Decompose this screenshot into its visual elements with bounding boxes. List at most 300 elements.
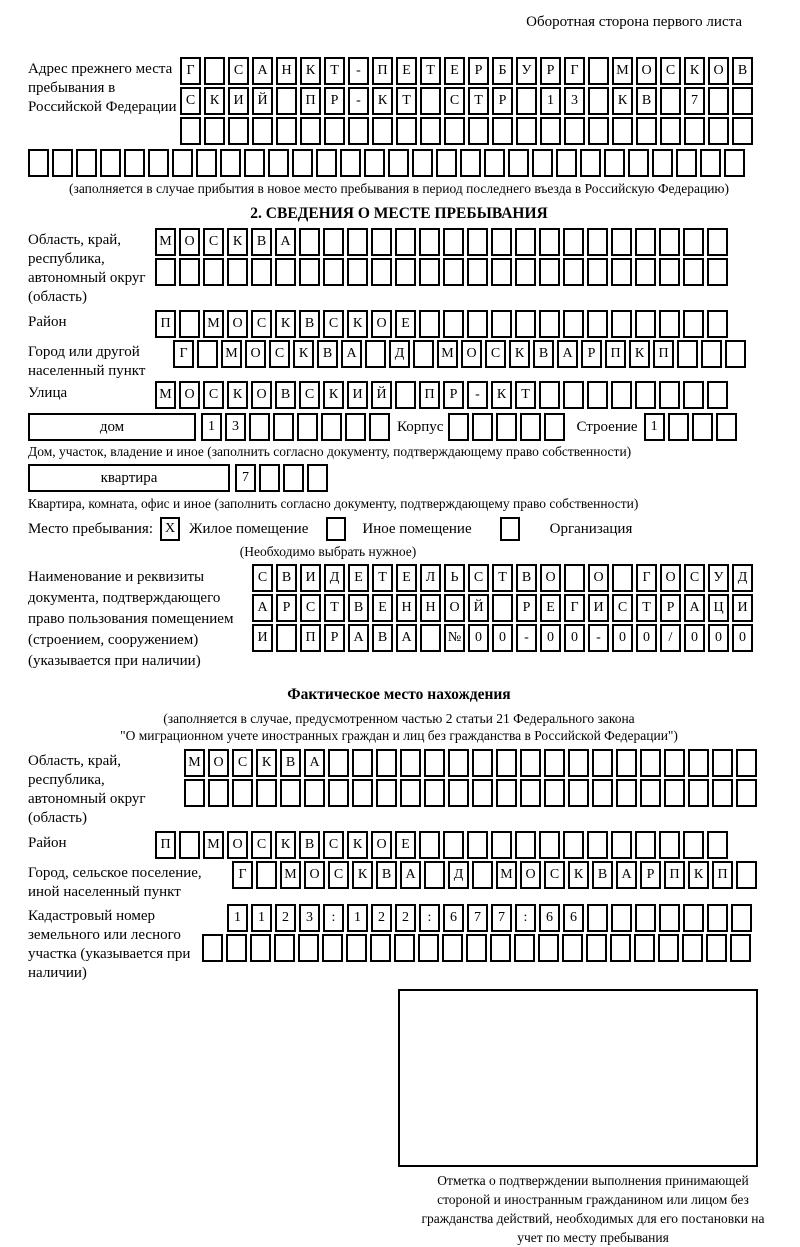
char-box[interactable]: № (444, 624, 465, 652)
char-box[interactable]: К (372, 87, 393, 115)
char-box[interactable]: : (419, 904, 440, 932)
char-box[interactable]: М (203, 310, 224, 338)
char-box[interactable]: В (317, 340, 338, 368)
char-box[interactable] (467, 258, 488, 286)
char-box[interactable] (467, 310, 488, 338)
char-box[interactable] (249, 413, 270, 441)
char-box[interactable]: С (544, 861, 565, 889)
char-box[interactable]: 1 (227, 904, 248, 932)
char-box[interactable]: Р (324, 87, 345, 115)
char-box[interactable] (539, 228, 560, 256)
char-box[interactable] (340, 149, 361, 177)
char-box[interactable] (394, 934, 415, 962)
char-box[interactable]: У (516, 57, 537, 85)
char-box[interactable] (683, 228, 704, 256)
char-box[interactable] (396, 117, 417, 145)
char-box[interactable] (276, 87, 297, 115)
char-box[interactable] (467, 831, 488, 859)
char-box[interactable] (244, 149, 265, 177)
char-box[interactable] (520, 413, 541, 441)
char-box[interactable] (259, 464, 280, 492)
char-box[interactable] (736, 861, 757, 889)
char-box[interactable]: 7 (684, 87, 705, 115)
char-box[interactable] (677, 340, 698, 368)
char-box[interactable]: В (516, 564, 537, 592)
char-box[interactable] (148, 149, 169, 177)
char-box[interactable]: 0 (540, 624, 561, 652)
char-box[interactable] (376, 749, 397, 777)
char-box[interactable]: С (203, 381, 224, 409)
char-box[interactable] (283, 464, 304, 492)
char-box[interactable] (496, 779, 517, 807)
char-box[interactable]: В (251, 228, 272, 256)
char-box[interactable] (612, 117, 633, 145)
char-box[interactable]: А (304, 749, 325, 777)
char-box[interactable]: 0 (708, 624, 729, 652)
char-box[interactable] (610, 934, 631, 962)
char-box[interactable] (172, 149, 193, 177)
char-box[interactable]: В (636, 87, 657, 115)
char-box[interactable]: 0 (636, 624, 657, 652)
char-box[interactable] (716, 413, 737, 441)
char-box[interactable] (683, 831, 704, 859)
char-box[interactable]: В (276, 564, 297, 592)
char-box[interactable]: С (251, 831, 272, 859)
char-box[interactable] (514, 934, 535, 962)
char-box[interactable] (587, 258, 608, 286)
char-box[interactable] (725, 340, 746, 368)
char-box[interactable] (299, 228, 320, 256)
char-box[interactable] (539, 258, 560, 286)
char-box[interactable] (682, 934, 703, 962)
char-box[interactable]: А (400, 861, 421, 889)
char-box[interactable]: А (348, 624, 369, 652)
char-box[interactable] (660, 117, 681, 145)
char-box[interactable] (660, 87, 681, 115)
char-box[interactable]: О (660, 564, 681, 592)
char-box[interactable] (659, 381, 680, 409)
char-box[interactable]: Т (636, 594, 657, 622)
char-box[interactable] (658, 934, 679, 962)
char-box[interactable] (274, 934, 295, 962)
char-box[interactable]: М (437, 340, 458, 368)
char-box[interactable] (668, 413, 689, 441)
char-box[interactable]: - (467, 381, 488, 409)
char-box[interactable] (124, 149, 145, 177)
char-box[interactable] (604, 149, 625, 177)
checkbox-organizatsiya[interactable] (500, 517, 520, 541)
char-box[interactable] (419, 310, 440, 338)
char-box[interactable] (179, 831, 200, 859)
char-box[interactable] (460, 149, 481, 177)
char-box[interactable] (707, 381, 728, 409)
char-box[interactable]: П (300, 624, 321, 652)
char-box[interactable] (352, 779, 373, 807)
char-box[interactable] (588, 117, 609, 145)
char-box[interactable] (226, 934, 247, 962)
char-box[interactable] (292, 149, 313, 177)
char-box[interactable] (467, 228, 488, 256)
char-box[interactable] (316, 149, 337, 177)
char-box[interactable]: В (275, 381, 296, 409)
char-box[interactable]: С (299, 381, 320, 409)
char-box[interactable] (611, 904, 632, 932)
char-box[interactable] (676, 149, 697, 177)
char-box[interactable] (652, 149, 673, 177)
char-box[interactable] (730, 934, 751, 962)
char-box[interactable]: О (461, 340, 482, 368)
char-box[interactable]: Р (540, 57, 561, 85)
char-box[interactable]: М (155, 381, 176, 409)
char-box[interactable] (516, 87, 537, 115)
char-box[interactable] (324, 117, 345, 145)
char-box[interactable] (520, 779, 541, 807)
char-box[interactable] (692, 413, 713, 441)
char-box[interactable]: С (252, 564, 273, 592)
char-box[interactable] (365, 340, 386, 368)
char-box[interactable]: Н (420, 594, 441, 622)
char-box[interactable]: Д (324, 564, 345, 592)
char-box[interactable]: А (252, 594, 273, 622)
char-box[interactable] (732, 87, 753, 115)
char-box[interactable] (256, 861, 277, 889)
checkbox-zhiloe[interactable]: X (160, 517, 180, 541)
char-box[interactable] (322, 934, 343, 962)
char-box[interactable] (388, 149, 409, 177)
char-box[interactable] (636, 117, 657, 145)
char-box[interactable]: О (588, 564, 609, 592)
char-box[interactable]: : (323, 904, 344, 932)
char-box[interactable]: В (299, 831, 320, 859)
char-box[interactable]: Т (492, 564, 513, 592)
char-box[interactable]: К (275, 831, 296, 859)
char-box[interactable] (707, 310, 728, 338)
char-box[interactable] (515, 228, 536, 256)
char-box[interactable]: Р (324, 624, 345, 652)
char-box[interactable] (515, 831, 536, 859)
char-box[interactable] (395, 381, 416, 409)
char-box[interactable] (472, 861, 493, 889)
char-box[interactable]: - (348, 87, 369, 115)
char-box[interactable] (539, 381, 560, 409)
char-box[interactable] (275, 258, 296, 286)
char-box[interactable] (731, 904, 752, 932)
char-box[interactable] (352, 749, 373, 777)
char-box[interactable] (496, 413, 517, 441)
char-box[interactable] (712, 779, 733, 807)
char-box[interactable] (664, 749, 685, 777)
char-box[interactable] (707, 258, 728, 286)
char-box[interactable]: 6 (539, 904, 560, 932)
char-box[interactable] (688, 749, 709, 777)
char-box[interactable] (544, 749, 565, 777)
char-box[interactable]: К (347, 831, 368, 859)
char-box[interactable] (307, 464, 328, 492)
char-box[interactable] (564, 117, 585, 145)
char-box[interactable] (323, 258, 344, 286)
char-box[interactable] (418, 934, 439, 962)
char-box[interactable] (369, 413, 390, 441)
char-box[interactable]: Ь (444, 564, 465, 592)
char-box[interactable] (563, 310, 584, 338)
char-box[interactable]: 3 (299, 904, 320, 932)
char-box[interactable] (683, 310, 704, 338)
char-box[interactable]: А (275, 228, 296, 256)
char-box[interactable] (179, 258, 200, 286)
char-box[interactable]: Л (420, 564, 441, 592)
char-box[interactable] (564, 564, 585, 592)
char-box[interactable] (640, 779, 661, 807)
char-box[interactable]: О (179, 228, 200, 256)
char-box[interactable] (304, 779, 325, 807)
char-box[interactable]: С (485, 340, 506, 368)
char-box[interactable] (724, 149, 745, 177)
char-box[interactable]: А (396, 624, 417, 652)
char-box[interactable] (611, 310, 632, 338)
char-box[interactable]: П (712, 861, 733, 889)
char-box[interactable] (420, 117, 441, 145)
char-box[interactable]: 3 (564, 87, 585, 115)
char-box[interactable] (540, 117, 561, 145)
char-box[interactable]: Г (636, 564, 657, 592)
char-box[interactable]: С (203, 228, 224, 256)
char-box[interactable]: К (227, 381, 248, 409)
char-box[interactable] (442, 934, 463, 962)
char-box[interactable]: О (227, 310, 248, 338)
char-box[interactable]: К (688, 861, 709, 889)
char-box[interactable] (345, 413, 366, 441)
char-box[interactable] (180, 117, 201, 145)
char-box[interactable] (707, 228, 728, 256)
char-box[interactable]: - (516, 624, 537, 652)
char-box[interactable] (196, 149, 217, 177)
char-box[interactable] (323, 228, 344, 256)
char-box[interactable] (424, 861, 445, 889)
char-box[interactable]: Н (276, 57, 297, 85)
char-box[interactable] (413, 340, 434, 368)
char-box[interactable] (736, 779, 757, 807)
char-box[interactable]: С (328, 861, 349, 889)
char-box[interactable]: Ц (708, 594, 729, 622)
char-box[interactable] (443, 258, 464, 286)
char-box[interactable]: С (232, 749, 253, 777)
char-box[interactable] (298, 934, 319, 962)
char-box[interactable]: О (371, 831, 392, 859)
char-box[interactable]: Е (348, 564, 369, 592)
char-box[interactable] (203, 258, 224, 286)
char-box[interactable]: Р (468, 57, 489, 85)
char-box[interactable] (220, 149, 241, 177)
char-box[interactable] (635, 381, 656, 409)
char-box[interactable] (419, 831, 440, 859)
char-box[interactable] (472, 749, 493, 777)
char-box[interactable] (688, 779, 709, 807)
char-box[interactable] (412, 149, 433, 177)
char-box[interactable] (563, 228, 584, 256)
char-box[interactable] (371, 228, 392, 256)
char-box[interactable] (371, 258, 392, 286)
char-box[interactable] (372, 117, 393, 145)
char-box[interactable] (568, 779, 589, 807)
char-box[interactable]: 1 (644, 413, 665, 441)
char-box[interactable]: Б (492, 57, 513, 85)
dom-type-box[interactable]: дом (28, 413, 196, 441)
char-box[interactable]: М (155, 228, 176, 256)
char-box[interactable]: В (732, 57, 753, 85)
char-box[interactable] (520, 749, 541, 777)
char-box[interactable] (568, 749, 589, 777)
char-box[interactable] (419, 258, 440, 286)
char-box[interactable]: О (227, 831, 248, 859)
char-box[interactable]: Г (564, 594, 585, 622)
char-box[interactable] (232, 779, 253, 807)
char-box[interactable] (227, 258, 248, 286)
char-box[interactable]: Т (420, 57, 441, 85)
char-box[interactable]: К (227, 228, 248, 256)
char-box[interactable] (100, 149, 121, 177)
char-box[interactable]: 7 (467, 904, 488, 932)
char-box[interactable]: О (179, 381, 200, 409)
char-box[interactable] (328, 779, 349, 807)
char-box[interactable]: К (293, 340, 314, 368)
char-box[interactable]: Е (396, 57, 417, 85)
char-box[interactable]: Е (395, 310, 416, 338)
char-box[interactable]: К (568, 861, 589, 889)
char-box[interactable]: И (228, 87, 249, 115)
char-box[interactable]: Р (660, 594, 681, 622)
char-box[interactable]: Д (389, 340, 410, 368)
char-box[interactable]: 6 (443, 904, 464, 932)
char-box[interactable] (611, 831, 632, 859)
char-box[interactable]: П (300, 87, 321, 115)
char-box[interactable] (515, 258, 536, 286)
char-box[interactable]: Р (640, 861, 661, 889)
char-box[interactable]: С (444, 87, 465, 115)
char-box[interactable]: С (323, 831, 344, 859)
char-box[interactable]: С (468, 564, 489, 592)
char-box[interactable]: П (605, 340, 626, 368)
char-box[interactable] (592, 779, 613, 807)
char-box[interactable]: К (347, 310, 368, 338)
char-box[interactable]: Г (564, 57, 585, 85)
kvartira-type-box[interactable]: квартира (28, 464, 230, 492)
char-box[interactable]: К (204, 87, 225, 115)
char-box[interactable]: М (221, 340, 242, 368)
char-box[interactable] (508, 149, 529, 177)
char-box[interactable] (424, 779, 445, 807)
char-box[interactable]: П (155, 310, 176, 338)
char-box[interactable] (276, 624, 297, 652)
char-box[interactable] (640, 749, 661, 777)
char-box[interactable] (611, 228, 632, 256)
char-box[interactable] (491, 258, 512, 286)
char-box[interactable]: И (347, 381, 368, 409)
char-box[interactable] (484, 149, 505, 177)
char-box[interactable]: Т (468, 87, 489, 115)
char-box[interactable]: М (612, 57, 633, 85)
char-box[interactable]: В (348, 594, 369, 622)
char-box[interactable]: Т (396, 87, 417, 115)
char-box[interactable]: 6 (563, 904, 584, 932)
char-box[interactable]: 0 (492, 624, 513, 652)
char-box[interactable] (592, 749, 613, 777)
char-box[interactable] (580, 149, 601, 177)
char-box[interactable] (706, 934, 727, 962)
char-box[interactable] (635, 228, 656, 256)
char-box[interactable]: 0 (684, 624, 705, 652)
char-box[interactable] (635, 258, 656, 286)
char-box[interactable] (562, 934, 583, 962)
char-box[interactable]: 0 (564, 624, 585, 652)
char-box[interactable] (588, 87, 609, 115)
char-box[interactable]: К (509, 340, 530, 368)
char-box[interactable] (468, 117, 489, 145)
char-box[interactable] (659, 904, 680, 932)
char-box[interactable] (472, 413, 493, 441)
char-box[interactable]: П (419, 381, 440, 409)
char-box[interactable]: Т (372, 564, 393, 592)
char-box[interactable]: С (300, 594, 321, 622)
char-box[interactable]: 3 (225, 413, 246, 441)
char-box[interactable] (736, 749, 757, 777)
char-box[interactable]: 2 (395, 904, 416, 932)
char-box[interactable]: М (184, 749, 205, 777)
char-box[interactable]: К (491, 381, 512, 409)
char-box[interactable]: В (280, 749, 301, 777)
char-box[interactable] (184, 779, 205, 807)
char-box[interactable]: 1 (251, 904, 272, 932)
char-box[interactable]: В (533, 340, 554, 368)
char-box[interactable]: И (300, 564, 321, 592)
char-box[interactable] (635, 904, 656, 932)
char-box[interactable]: Р (492, 87, 513, 115)
char-box[interactable]: П (653, 340, 674, 368)
char-box[interactable]: А (252, 57, 273, 85)
char-box[interactable]: Е (372, 594, 393, 622)
char-box[interactable] (732, 117, 753, 145)
char-box[interactable] (228, 117, 249, 145)
char-box[interactable] (659, 310, 680, 338)
char-box[interactable]: К (612, 87, 633, 115)
char-box[interactable]: В (376, 861, 397, 889)
char-box[interactable]: И (588, 594, 609, 622)
char-box[interactable] (587, 310, 608, 338)
char-box[interactable] (491, 228, 512, 256)
char-box[interactable] (444, 117, 465, 145)
char-box[interactable]: К (256, 749, 277, 777)
char-box[interactable] (496, 749, 517, 777)
char-box[interactable] (376, 779, 397, 807)
char-box[interactable]: Д (732, 564, 753, 592)
char-box[interactable] (563, 258, 584, 286)
char-box[interactable] (197, 340, 218, 368)
char-box[interactable]: Р (276, 594, 297, 622)
char-box[interactable]: Е (396, 564, 417, 592)
char-box[interactable]: Й (371, 381, 392, 409)
char-box[interactable] (424, 749, 445, 777)
char-box[interactable]: В (299, 310, 320, 338)
char-box[interactable] (347, 228, 368, 256)
char-box[interactable] (707, 831, 728, 859)
char-box[interactable]: В (592, 861, 613, 889)
char-box[interactable] (683, 381, 704, 409)
char-box[interactable]: С (251, 310, 272, 338)
char-box[interactable]: С (612, 594, 633, 622)
char-box[interactable] (299, 258, 320, 286)
char-box[interactable]: К (300, 57, 321, 85)
char-box[interactable]: О (444, 594, 465, 622)
char-box[interactable]: - (348, 57, 369, 85)
